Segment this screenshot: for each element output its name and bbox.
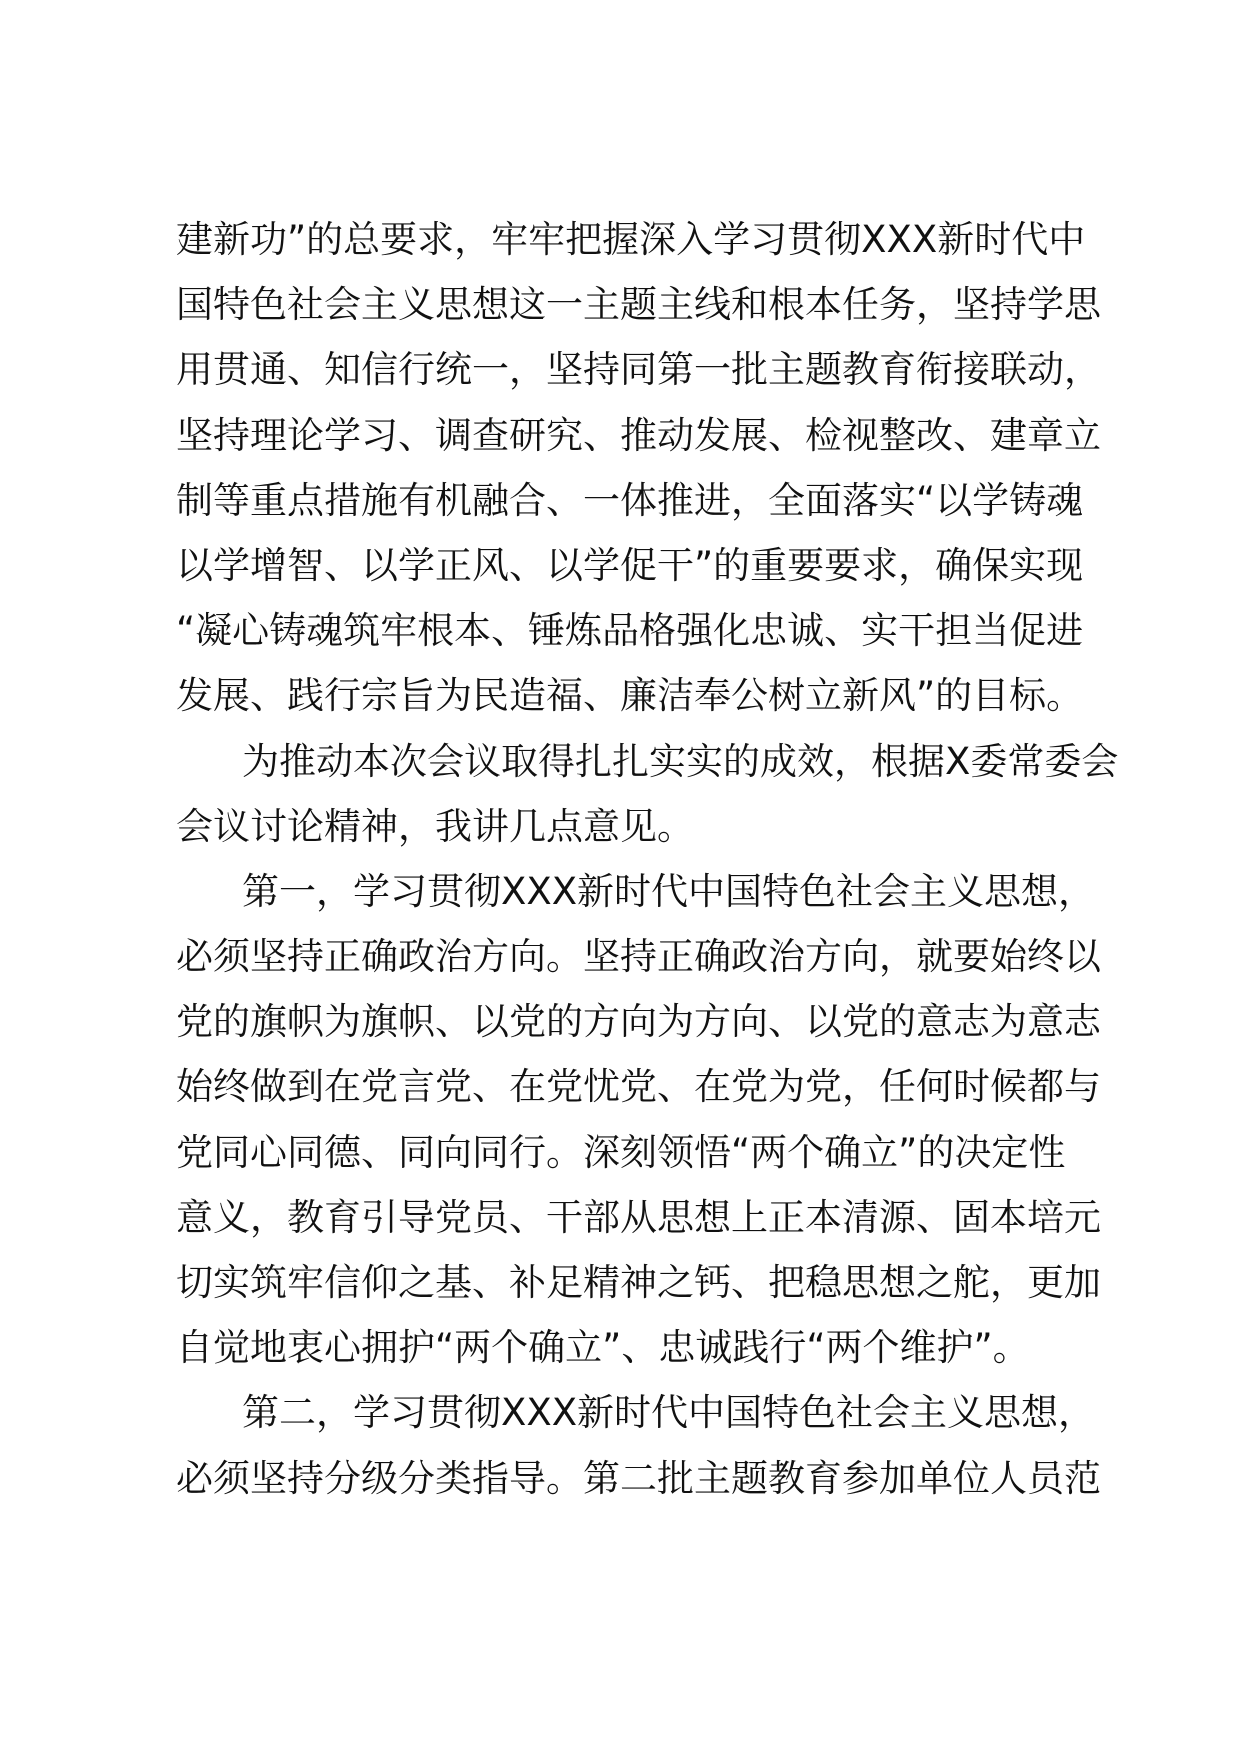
text-line: 为推动本次会议取得扎扎实实的成效，根据X委常委会: [242, 739, 1119, 783]
text-line: 以学增智、以学正风、以学促干”的重要要求，确保实现: [176, 543, 1084, 587]
text-line: 必须坚持分级分类指导。第二批主题教育参加单位人员范: [176, 1456, 1101, 1500]
text-line: 始终做到在党言党、在党忧党、在党为党，任何时候都与: [176, 1065, 1101, 1109]
text-line: 用贯通、知信行统一，坚持同第一批主题教育衔接联动，: [176, 348, 1101, 392]
text-line: 第一，学习贯彻XXX新时代中国特色社会主义思想，: [242, 869, 1096, 913]
paragraph-p3: [176, 859, 1101, 1381]
paragraph-p2: [176, 729, 1119, 859]
paragraph-p4: [176, 1380, 1101, 1510]
text-line: 会议讨论精神，我讲几点意见。: [176, 804, 694, 848]
text-line: 切实筑牢信仰之基、补足精神之钙、把稳思想之舵，更加: [176, 1261, 1101, 1304]
text-line: 自觉地衷心拥护“两个确立”、忠诚践行“两个维护”。: [176, 1326, 1030, 1370]
text-line: 意义，教育引导党员、干部从思想上正本清源、固本培元: [176, 1195, 1101, 1239]
text-line: 坚持理论学习、调查研究、推动发展、检视整改、建章立: [176, 413, 1101, 457]
text-line: 党的旗帜为旗帜、以党的方向为方向、以党的意志为意志: [176, 1000, 1101, 1044]
text-line: 必须坚持正确政治方向。坚持正确政治方向，就要始终以: [176, 935, 1101, 979]
text-line: 国特色社会主义思想这一主题主线和根本任务，坚持学思: [176, 283, 1101, 327]
paragraph-p1: [176, 207, 1101, 729]
text-line: 建新功”的总要求，牢牢把握深入学习贯彻XXX新时代中: [176, 218, 1086, 261]
text-line: “凝心铸魂筑牢根本、锤炼品格强化忠诚、实干担当促进: [176, 609, 1084, 653]
text-line: 第二，学习贯彻XXX新时代中国特色社会主义思想，: [242, 1391, 1096, 1435]
text-line: 制等重点措施有机融合、一体推进，全面落实“以学铸魂: [176, 478, 1084, 522]
document-body: [176, 207, 1119, 1511]
text-line: 发展、践行宗旨为民造福、廉洁奉公树立新风”的目标。: [176, 674, 1084, 718]
text-line: 党同心同德、同向同行。深刻领悟“两个确立”的决定性: [176, 1130, 1066, 1174]
